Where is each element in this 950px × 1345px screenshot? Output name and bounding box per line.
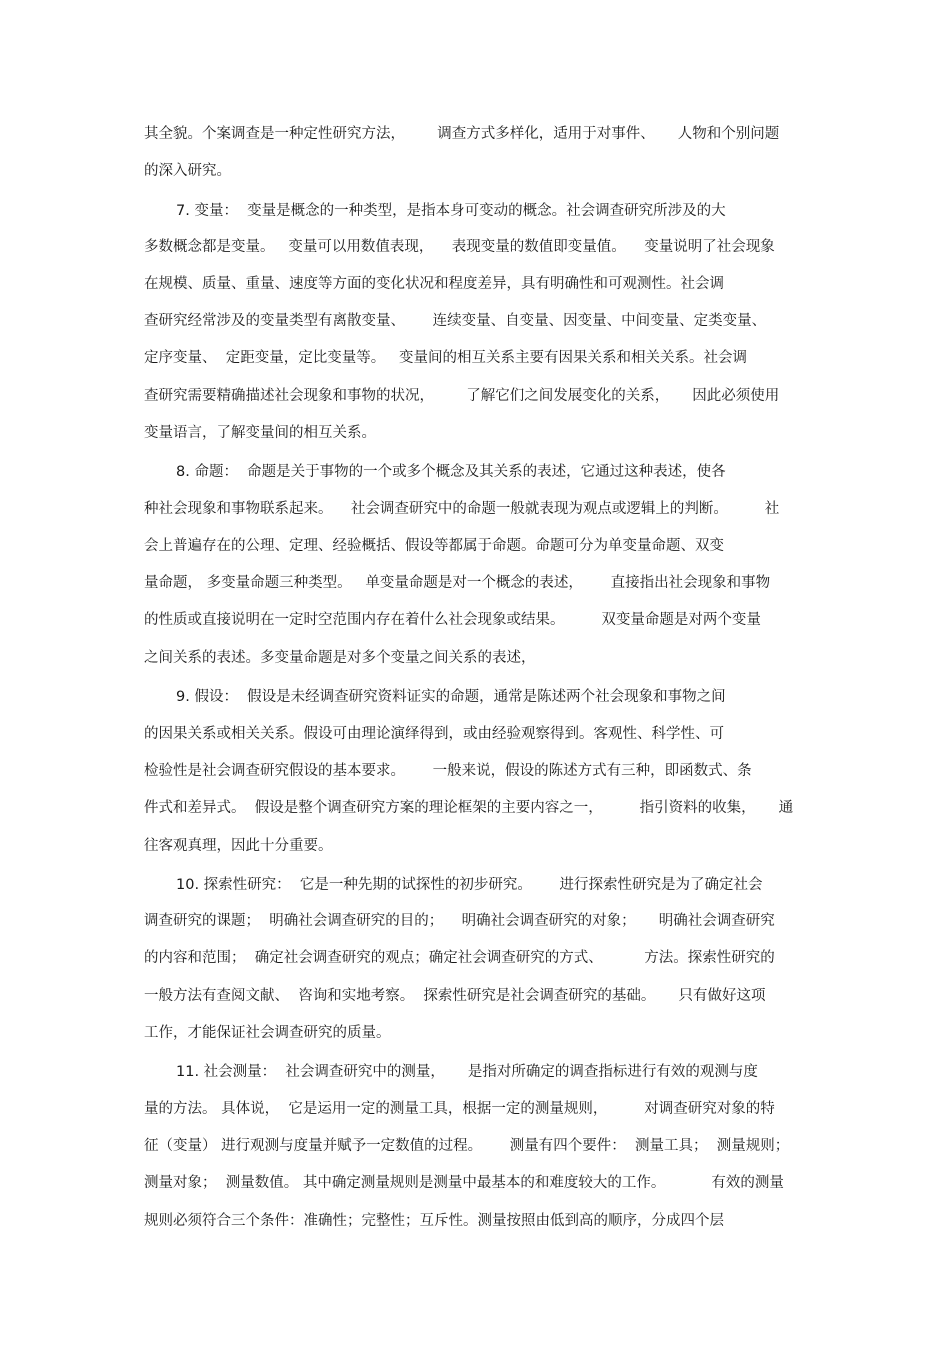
text-line: 的深入研究。 bbox=[144, 163, 231, 179]
text-line: 查研究需要精确描述社会现象和事物的状况， 了解它们之间发展变化的关系， 因此必须使用 bbox=[144, 388, 780, 404]
text-line: 查研究经常涉及的变量类型有离散变量、 连续变量、自变量、因变量、中间变量、定类变量、 bbox=[144, 313, 767, 329]
paragraph-8-heading-line: 8. 命题： 命题是关于事物的一个或多个概念及其关系的表述，它通过这种表述，使各 bbox=[176, 464, 726, 480]
text-line: 种社会现象和事物联系起来。 社会调查研究中的命题一般就表现为观点或逻辑上的判断。 社 bbox=[144, 501, 780, 517]
text-line: 调查研究的课题； 明确社会调查研究的目的； 明确社会调查研究的对象； 明确社会调查研究 bbox=[144, 913, 775, 929]
text-line: 多数概念都是变量。 变量可以用数值表现， 表现变量的数值即变量值。 变量说明了社会现象 bbox=[144, 239, 775, 255]
text-line: 其全貌。个案调查是一种定性研究方法， 调查方式多样化，适用于对事件、 人物和个别问题 bbox=[144, 126, 780, 142]
text-line: 的性质或直接说明在一定时空范围内存在着什么社会现象或结果。 双变量命题是对两个变量 bbox=[144, 612, 761, 628]
text-line: 量命题， 多变量命题三种类型。 单变量命题是对一个概念的表述， 直接指出社会现象和事物 bbox=[144, 575, 771, 591]
text-line: 在规模、质量、重量、速度等方面的变化状况和程度差异，具有明确性和可观测性。社会调 bbox=[144, 276, 724, 292]
text-line: 测量对象； 测量数值。 其中确定测量规则是测量中最基本的和难度较大的工作。 有效的测量 bbox=[144, 1175, 784, 1191]
text-line: 会上普遍存在的公理、定理、经验概括、假设等都属于命题。命题可分为单变量命题、双变 bbox=[144, 538, 724, 554]
paragraph-10-heading-line: 10. 探索性研究： 它是一种先期的试探性的初步研究。 进行探索性研究是为了确定社会 bbox=[176, 877, 763, 893]
text-line: 的因果关系或相关关系。假设可由理论演绎得到，或由经验观察得到。客观性、科学性、可 bbox=[144, 726, 724, 742]
text-line: 往客观真理，因此十分重要。 bbox=[144, 838, 333, 854]
text-line: 规则必须符合三个条件：准确性；完整性；互斥性。测量按照由低到高的顺序，分成四个层 bbox=[144, 1213, 724, 1229]
paragraph-7-heading-line: 7. 变量： 变量是概念的一种类型，是指本身可变动的概念。社会调查研究所涉及的大 bbox=[176, 203, 726, 219]
paragraph-11-heading-line: 11. 社会测量： 社会调查研究中的测量， 是指对所确定的调查指标进行有效的观测与度 bbox=[176, 1064, 758, 1080]
text-line: 的内容和范围； 确定社会调查研究的观点；确定社会调查研究的方式、 方法。探索性研究的 bbox=[144, 950, 775, 966]
text-line: 检验性是社会调查研究假设的基本要求。 一般来说，假设的陈述方式有三种，即函数式、条 bbox=[144, 763, 752, 779]
text-line: 件式和差异式。 假设是整个调查研究方案的理论框架的主要内容之一， 指引资料的收集， 通 bbox=[144, 800, 794, 816]
text-line: 之间关系的表述。多变量命题是对多个变量之间关系的表述， bbox=[144, 650, 536, 666]
text-line: 变量语言，了解变量间的相互关系。 bbox=[144, 425, 376, 441]
text-line: 定序变量、 定距变量，定比变量等。 变量间的相互关系主要有因果关系和相关关系。社会调 bbox=[144, 350, 748, 366]
text-line: 量的方法。 具体说， 它是运用一定的测量工具，根据一定的测量规则， 对调查研究对象的特 bbox=[144, 1101, 775, 1117]
text-line: 工作，才能保证社会调查研究的质量。 bbox=[144, 1025, 391, 1041]
text-line: 一般方法有查阅文献、 咨询和实地考察。 探索性研究是社会调查研究的基础。 只有做好这项 bbox=[144, 988, 766, 1004]
text-line: 征（变量） 进行观测与度量并赋予一定数值的过程。 测量有四个要件： 测量工具； 测量规则； bbox=[144, 1138, 790, 1154]
paragraph-9-heading-line: 9. 假设： 假设是未经调查研究资料证实的命题，通常是陈述两个社会现象和事物之间 bbox=[176, 689, 726, 705]
